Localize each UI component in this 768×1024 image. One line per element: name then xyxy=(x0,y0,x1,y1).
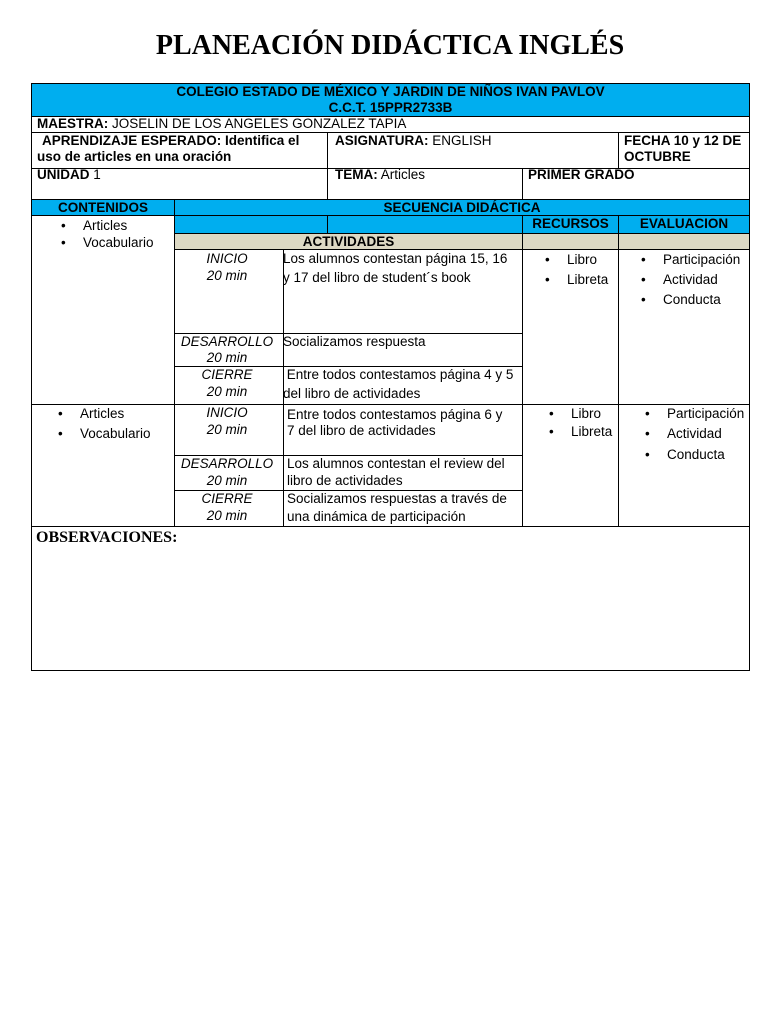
session2-inicio-text1: Entre todos contestamos página 6 y xyxy=(287,407,503,422)
session1-cierre-time: 20 min xyxy=(206,384,248,399)
session1-resource-item: • Libro xyxy=(567,252,597,268)
expected-text2: uso de articles en una oración xyxy=(37,149,232,164)
date-line1: FECHA 10 y 12 DE xyxy=(624,133,742,148)
school-name: COLEGIO ESTADO DE MÉXICO Y JARDIN DE NIÑOS IVAN PAVLOV xyxy=(176,84,605,99)
subject-line xyxy=(335,133,492,149)
evaluation-tan-cell xyxy=(618,233,750,250)
evaluation-header-label: EVALUACION xyxy=(639,216,729,231)
sequence-header-label: SECUENCIA DIDÁCTICA xyxy=(383,200,541,215)
contents-header-label: CONTENIDOS xyxy=(57,200,148,215)
grade-label: PRIMER GRADO xyxy=(528,167,635,182)
session1-evaluation-item: • Conducta xyxy=(663,292,721,308)
session1-evaluation-item: • Actividad xyxy=(663,272,718,288)
session2-inicio-time: 20 min xyxy=(206,422,248,437)
teacher-label: MAESTRA: xyxy=(37,116,109,131)
session2-contents-cell xyxy=(31,404,175,527)
activities-header-label: ACTIVIDADES xyxy=(302,234,395,249)
session2-evaluation-item: • Conducta xyxy=(667,447,725,463)
session2-cierre-text1: Socializamos respuestas a través de xyxy=(287,491,507,506)
session2-evaluation-item: • Participación xyxy=(667,406,744,422)
date-line2: OCTUBRE xyxy=(624,149,691,164)
session2-inicio-label: INICIO xyxy=(206,405,248,420)
resources-tan-cell xyxy=(522,233,619,250)
unit-line xyxy=(37,167,101,183)
expected-line1 xyxy=(42,133,299,149)
session2-desarrollo-text2: libro de actividades xyxy=(287,473,403,488)
subject-label: ASIGNATURA: xyxy=(335,133,429,148)
session1-inicio-text2: y 17 del libro de student´s book xyxy=(283,270,471,285)
session2-inicio-text2: 7 del libro de actividades xyxy=(287,423,436,438)
blank-subheader-a xyxy=(174,215,328,234)
blank-subheader-b xyxy=(327,215,523,234)
session1-inicio-label: INICIO xyxy=(206,251,248,266)
session2-resource-item: • Libro xyxy=(571,406,601,422)
expected-text1: Identifica el xyxy=(225,133,300,148)
session1-desarrollo-label: DESARROLLO xyxy=(180,334,274,349)
session2-content-item: • Articles xyxy=(80,406,124,422)
session1-desarrollo-time: 20 min xyxy=(206,350,248,365)
expected-label: APRENDIZAJE ESPERADO: xyxy=(42,133,222,148)
session2-desarrollo-time: 20 min xyxy=(206,473,248,488)
observations-label: OBSERVACIONES: xyxy=(36,529,178,546)
session2-cierre-time: 20 min xyxy=(206,508,248,523)
theme-line xyxy=(335,167,425,183)
unit-label: UNIDAD xyxy=(37,167,90,182)
session2-desarrollo-label: DESARROLLO xyxy=(180,456,274,471)
session1-inicio-time: 20 min xyxy=(206,268,248,283)
session2-resources-cell xyxy=(522,404,619,527)
session2-evaluation-item: • Actividad xyxy=(667,426,722,442)
session1-evaluation-item: • Participación xyxy=(663,252,740,268)
session2-evaluation-cell xyxy=(618,404,750,527)
session1-cierre-label: CIERRE xyxy=(201,367,253,382)
session2-content-item: • Vocabulario xyxy=(80,426,151,442)
session1-desarrollo-text1: Socializamos respuesta xyxy=(283,334,426,349)
resources-header-label: RECURSOS xyxy=(532,216,609,231)
session1-resource-item: • Libreta xyxy=(567,272,608,288)
session2-cierre-label: CIERRE xyxy=(201,491,253,506)
subject-value: ENGLISH xyxy=(432,133,492,148)
session1-cierre-text1: Entre todos contestamos página 4 y 5 xyxy=(283,367,514,382)
teacher-line xyxy=(37,116,406,132)
session1-content-item: • Articles xyxy=(83,218,127,234)
session2-desarrollo-text1: Los alumnos contestan el review del xyxy=(287,456,505,471)
session1-inicio-text1: Los alumnos contestan página 15, 16 xyxy=(283,251,508,266)
theme-value: Articles xyxy=(380,167,426,182)
page-title: PLANEACIÓN DIDÁCTICA INGLÉS xyxy=(155,30,625,61)
session2-resource-item: • Libreta xyxy=(571,424,612,440)
observations-box xyxy=(31,526,750,671)
unit-value: 1 xyxy=(93,167,101,182)
theme-label: TEMA: xyxy=(335,167,378,182)
teacher-name: JOSELIN DE LOS ANGELES GONZALEZ TAPIA xyxy=(112,116,407,131)
session1-content-item: • Vocabulario xyxy=(83,235,154,251)
session1-cierre-text2: del libro de actividades xyxy=(283,386,421,401)
session2-cierre-text2: una dinámica de participación xyxy=(287,509,466,524)
cct-code: C.C.T. 15PPR2733B xyxy=(328,100,453,115)
